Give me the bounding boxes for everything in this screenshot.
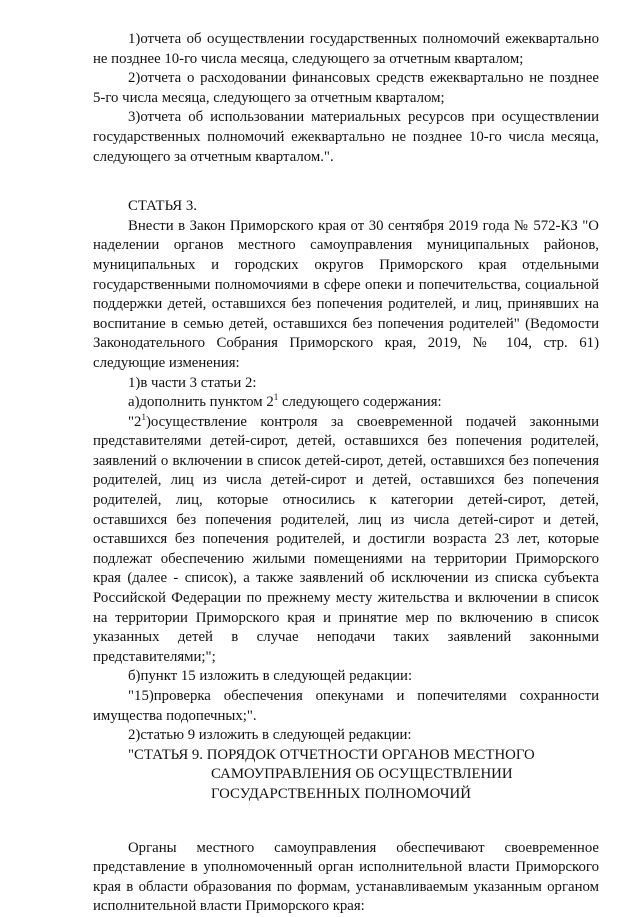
spacer bbox=[93, 805, 599, 839]
article-3-intro: Внести в Закон Приморского края от 30 сентября 2019 года № 572-КЗ "О наделении органов местного самоуправления муниципальных районов, муниципальных и городских округов Приморского края отдельными государственными полномочиями в сфере опеки и попечительства, социальной поддержки детей, оставшихся без попечения родителей, и лиц, принявших на воспитание в семью детей, оставшихся без попечения родителей" (Ведомости Законодательного Собрания Приморского края, 2019, № 104, стр. 61) следующие изменения: bbox=[93, 217, 599, 371]
article-3-heading: СТАТЬЯ 3. bbox=[128, 198, 197, 215]
item-2: 2)статью 9 изложить в следующей редакции: bbox=[128, 727, 412, 744]
paragraph-report-2: 2)отчета о расходовании финансовых средств ежеквартально не позднее 5-го числа месяца, следующего за отчетным кварталом; bbox=[93, 70, 599, 106]
item-1a-text: а)дополнить пунктом 2 bbox=[128, 394, 274, 411]
item-1b-quote: "15)проверка обеспечения опекунами и попечителями сохранности имущества подопечных;". bbox=[93, 688, 599, 724]
item-1a-superscript: 1 bbox=[273, 392, 279, 403]
article-9-body: Органы местного самоуправления обеспечивают своевременное представление в уполномоченный орган исполнительной власти Приморского края в области образования по формам, устанавливаемым указанным органом исполнительной власти Приморского края: bbox=[93, 839, 599, 915]
quote-start: "2 bbox=[128, 413, 142, 430]
item-1a-quote bbox=[93, 413, 599, 668]
quote-superscript: 1 bbox=[141, 411, 146, 422]
quote-body: )осуществление контроля за своевременной подачей законными представителями детей-сирот, детей, оставшихся без попечения родителей, заявлений о включении в список детей-сирот, детей, оставшихся без попечения родителей, лиц из числа детей-сирот и детей, оставшихся без попечения родителей, лиц, которые относились к категории детей-сирот, детей, оставшихся без попечения родителей, лиц из числа детей-сирот и детей, оставшихся без попечения родителей, и достигли возраста 23 лет, которые подлежат обеспечению жилыми помещениями на территории Приморского края (далее - список), а также заявлений об исключении из списка субъекта Российской Федерации по прежнему месту жительства и включении в список на территории Приморского края и принятие мер по включению в список указанных детей в случае неподачи таких заявлений законными представителями;"; bbox=[93, 413, 599, 665]
item-1a bbox=[93, 393, 599, 413]
paragraph-report-3: 3)отчета об использовании материальных ресурсов при осуществлении государственных полномочий ежеквартально не позднее 10-го числа месяца, следующего за отчетным кварталом.". bbox=[93, 109, 599, 165]
paragraph-report-1: 1)отчета об осуществлении государственных полномочий ежеквартально не позднее 10-го числа месяца, следующего за отчетным кварталом; bbox=[93, 31, 599, 67]
item-1a-text-end: следующего содержания: bbox=[278, 394, 442, 411]
article-9-title-line-1: "СТАТЬЯ 9. ПОРЯДОК ОТЧЕТНОСТИ ОРГАНОВ МЕСТНОГО bbox=[128, 746, 535, 763]
item-1: 1)в части 3 статьи 2: bbox=[128, 374, 257, 391]
spacer bbox=[93, 167, 599, 197]
item-1b: б)пункт 15 изложить в следующей редакции: bbox=[128, 668, 413, 685]
article-9-title-line-3: ГОСУДАРСТВЕННЫХ ПОЛНОМОЧИЙ bbox=[211, 785, 471, 802]
article-9-title-line-2: САМОУПРАВЛЕНИЯ ОБ ОСУЩЕСТВЛЕНИИ bbox=[211, 766, 513, 783]
document-page bbox=[93, 30, 599, 917]
